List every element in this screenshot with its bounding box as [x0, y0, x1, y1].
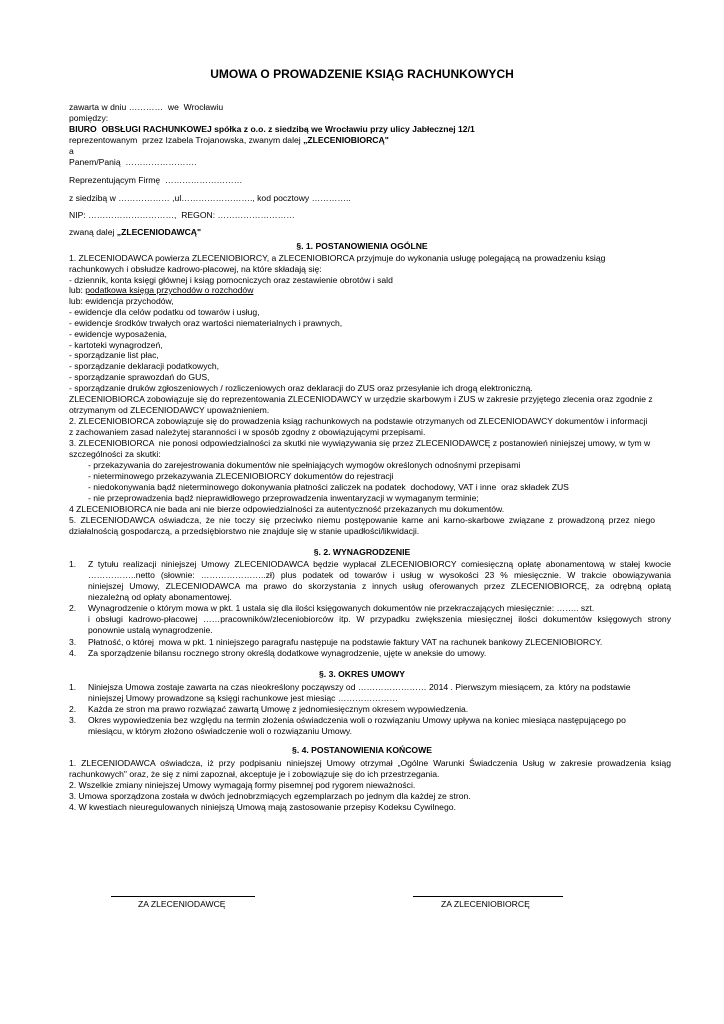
s2-paragraph-line: ……………..netto (słownie: …………………..zł) plus podatek od towarów i usług w wysokości 23 % miesięcznie. W trakcie obowiązywania	[88, 570, 671, 580]
s1-line: - nie przeprowadzenia bądź nieprawidłowego przeprowadzenia inwentaryzacji w wymaganym terminie;	[88, 493, 479, 503]
s1-line: 2. ZLECENIOBIORCA zobowiązuje się do prowadzenia ksiąg rachunkowych na podstawie otrzymanych od ZLECENIODAWCY dokumentów i informacji	[69, 416, 648, 426]
s2-paragraph-line: niniejszej Umowy, ZLECENIODAWCA ma prawo do skorzystania z innych usług oferowanych przez ZLECENIOBIORCĘ, za odrębną opłatą	[88, 581, 671, 591]
s1-or-label: lub:	[69, 285, 86, 295]
s1-line: - ewidencje dla celów podatku od towarów i usług,	[69, 307, 260, 317]
s3-paragraph-line: miesiącu, w którym złożono oświadczenie woli o rozwiązaniu Umowy.	[88, 726, 352, 736]
contractor-role: „ZLECENIOBIORCĄ"	[303, 135, 389, 145]
s1-line: z zachowaniem zasad należytej staranności i w sposób zgodny z obowiązującymi przepisami.	[69, 427, 426, 437]
client-role-line	[69, 227, 201, 238]
s1-line: działalnością gospodarczą, a przedsiębiorstwo nie znajduje się w stanie upadłości/likwidacji.	[69, 526, 420, 536]
s1-line: 1. ZLECENIODAWCA powierza ZLECENIOBIORCY, a ZLECENIOBIORCA przyjmuje do wykonania usługę polegającą na prowadzeniu ksiąg	[69, 253, 606, 263]
s4-line: 4. W kwestiach nieuregulowanych niniejszą Umową mają zastosowanie przepisy Kodeksu Cywilnego.	[69, 802, 456, 812]
s2-paragraph-line: Wynagrodzenie o którym mowa w pkt. 1 ustala się dla ilości księgowanych dokumentów nie przekraczających miesięcznie: …….. szt.	[88, 603, 595, 613]
section-3-heading: §. 3. OKRES UMOWY	[319, 669, 405, 679]
s4-line: 3. Umowa sporządzona została w dwóch jednobrzmiących egzemplarzach po jednym dla każdej ze stron.	[69, 791, 471, 801]
s1-line: 4 ZLECENIOBIORCA nie bada ani nie bierze odpowiedzialności za autentyczność przekazanych mu dokumentów.	[69, 504, 505, 514]
s1-line: - sporządzanie sprawozdań do GUS,	[69, 372, 210, 382]
client-nip-regon-line: NIP: …………………………, REGON: ………………………	[69, 210, 295, 220]
s1-line: - ewidencje środków trwałych oraz wartości niematerialnych i prawnych,	[69, 318, 343, 328]
s2-number: 3.	[69, 637, 77, 647]
s3-paragraph-line: niniejszej Umowy prowadzone są księgi rachunkowe jest miesiąc …………………	[88, 693, 398, 703]
intro-date-line: zawarta w dniu ………… we Wrocławiu	[69, 102, 224, 112]
s1-line: rachunkowych i obsłudze kadrowo-płacowej, na które składają się:	[69, 264, 322, 274]
s1-line: 3. ZLECENIOBIORCA nie ponosi odpowiedzialności za skutki nie wywiązywania się przez ZLECENIODAWCĘ z postanowień niniejszej umowy, w tym w	[69, 438, 651, 448]
client-signature-line	[111, 896, 255, 897]
s2-paragraph-line: Za sporządzenie bilansu rocznego strony określą dodatkowe wynagrodzenie, ujęte w aneksie do umowy.	[88, 648, 487, 658]
s2-paragraph-line: Z tytułu realizacji niniejszej Umowy ZLECENIODAWCA będzie wypłacał ZLECENIOBIORCY comiesięczną opłatę abonamentową w stałej kwocie	[88, 559, 671, 569]
s1-line: - niedokonywania bądź nieterminowego dokonywania płatności zaliczek na podatek dochodowy, VAT i inne oraz składek ZUS	[88, 482, 569, 492]
client-name-line: Panem/Panią …………………….	[69, 157, 197, 167]
s2-paragraph-line: i obsługi kadrowo-płacowej ……pracowników/zleceniobiorców itp. W przypadku zwiększenia miesięcznej ilości dokumentów księgowych strony	[88, 614, 671, 624]
intro-and: a	[69, 146, 74, 156]
section-2-heading: §. 2. WYNAGRODZENIE	[313, 547, 411, 557]
s3-paragraph-line: Okres wypowiedzenia bez względu na termin złożenia oświadczenia woli o rozwiązaniu Umowy upływa na koniec miesiąca następującego po	[88, 715, 626, 725]
s3-paragraph-line: Niniejsza Umowa zostaje zawarta na czas nieokreślony począwszy od …………………… 2014 . Pierwszym miesiącem, za który na podstawie	[88, 682, 631, 692]
document-title: UMOWA O PROWADZENIE KSIĄG RACHUNKOWYCH	[210, 67, 514, 81]
s1-line: - kartoteki wynagrodzeń,	[69, 340, 163, 350]
s1-line: szczególności za skutki:	[69, 449, 161, 459]
s3-paragraph-line: Każda ze stron ma prawo rozwiązać zawartą Umowę z jednomiesięcznym okresem wypowiedzenia.	[88, 704, 469, 714]
s1-line: ZLECENIOBIORCA zobowiązuje się do reprezentowania ZLECENIODAWCY w urzędzie skarbowym i ZUS w zakresie przyjętego zlecenia oraz zgodnie z	[69, 394, 653, 404]
section-4-heading: §. 4. POSTANOWIENIA KOŃCOWE	[292, 745, 432, 755]
client-role: „ZLECENIODAWCĄ"	[116, 227, 202, 237]
s4-line: 2. Wszelkie zmiany niniejszej Umowy wymagają formy pisemnej pod rygorem nieważności.	[69, 780, 416, 790]
client-role-prefix: zwaną dalej	[69, 227, 117, 237]
client-signature-label: ZA ZLECENIODAWCĘ	[138, 899, 226, 909]
s2-number: 2.	[69, 603, 77, 613]
contractor-signature-label: ZA ZLECENIOBIORCĘ	[441, 899, 530, 909]
s1-line: lub: ewidencja przychodów,	[69, 296, 174, 306]
s2-paragraph-line: niezależną od opłaty abonamentowej.	[88, 592, 232, 602]
s1-line: - nieterminowego przekazywania ZLECENIOBIORCY dokumentów do rejestracji	[88, 471, 394, 481]
s1-line: otrzymanym od ZLECENIODAWCY upoważnieniem.	[69, 405, 270, 415]
s4-line: rachunkowych" oraz, że się z nimi zapoznał, akceptuje je i zobowiązuje się do ich przestrzegania.	[69, 769, 440, 779]
s1-line: - sporządzanie deklaracji podatkowych,	[69, 361, 219, 371]
contractor-signature-line	[413, 896, 563, 897]
s1-line: - sporządzanie list płac,	[69, 350, 159, 360]
s3-number: 2.	[69, 704, 77, 714]
client-address-line: z siedzibą w ……………… ,ul……………………., kod pocztowy …………..	[69, 193, 351, 203]
contractor-representative-text: reprezentowanym przez Izabela Trojanowska, zwanym dalej	[69, 135, 304, 145]
s1-tax-ledger: podatkowa księga przychodów o rozchodów	[85, 285, 254, 295]
s3-number: 3.	[69, 715, 77, 725]
s1-line: - sporządzanie druków zgłoszeniowych / rozliczeniowych oraz deklaracji do ZUS oraz przesyłanie ich drogą elektroniczną.	[69, 383, 533, 393]
s1-line: - przekazywania do zarejestrowania dokumentów nie spełniających wymogów określonych odnośnymi przepisami	[88, 460, 521, 470]
contractor-representative	[69, 135, 389, 146]
s2-number: 1.	[69, 559, 77, 569]
s3-number: 1.	[69, 682, 77, 692]
intro-between: pomiędzy:	[69, 113, 109, 123]
s1-line: - dziennik, konta księgi głównej i ksiąg pomocniczych oraz zestawienie obrotów i sald	[69, 275, 393, 285]
s1-line: 5. ZLECENIODAWCA oświadcza, że nie toczy się przeciwko niemu postępowanie karne ani karno-skarbowe związane z prowadzoną przez niego	[69, 515, 655, 525]
contractor-company: BIURO OBSŁUGI RACHUNKOWEJ spółka z o.o. z siedzibą we Wrocławiu przy ulicy Jabłecznej 12/1	[69, 124, 475, 134]
s2-paragraph-line: Płatność, o której mowa w pkt. 1 niniejszego paragrafu następuje na podstawie faktury VAT na rachunek bankowy ZLECENIOBIORCY.	[88, 637, 603, 647]
s2-number: 4.	[69, 648, 77, 658]
client-company-line: Reprezentującym Firmę ………………………	[69, 175, 243, 185]
s4-line: 1. ZLECENIODAWCA oświadcza, iż przy podpisaniu niniejszej Umowy otrzymał „Ogólne Warunki Świadczenia Usług w zakresie prowadzenia ksiąg	[69, 758, 671, 768]
s2-paragraph-line: ponownie ustalą wynagrodzenie.	[88, 625, 213, 635]
s1-line: - ewidencje wyposażenia,	[69, 329, 167, 339]
section-1-heading: §. 1. POSTANOWIENIA OGÓLNE	[296, 241, 428, 251]
s1-line	[69, 285, 253, 296]
